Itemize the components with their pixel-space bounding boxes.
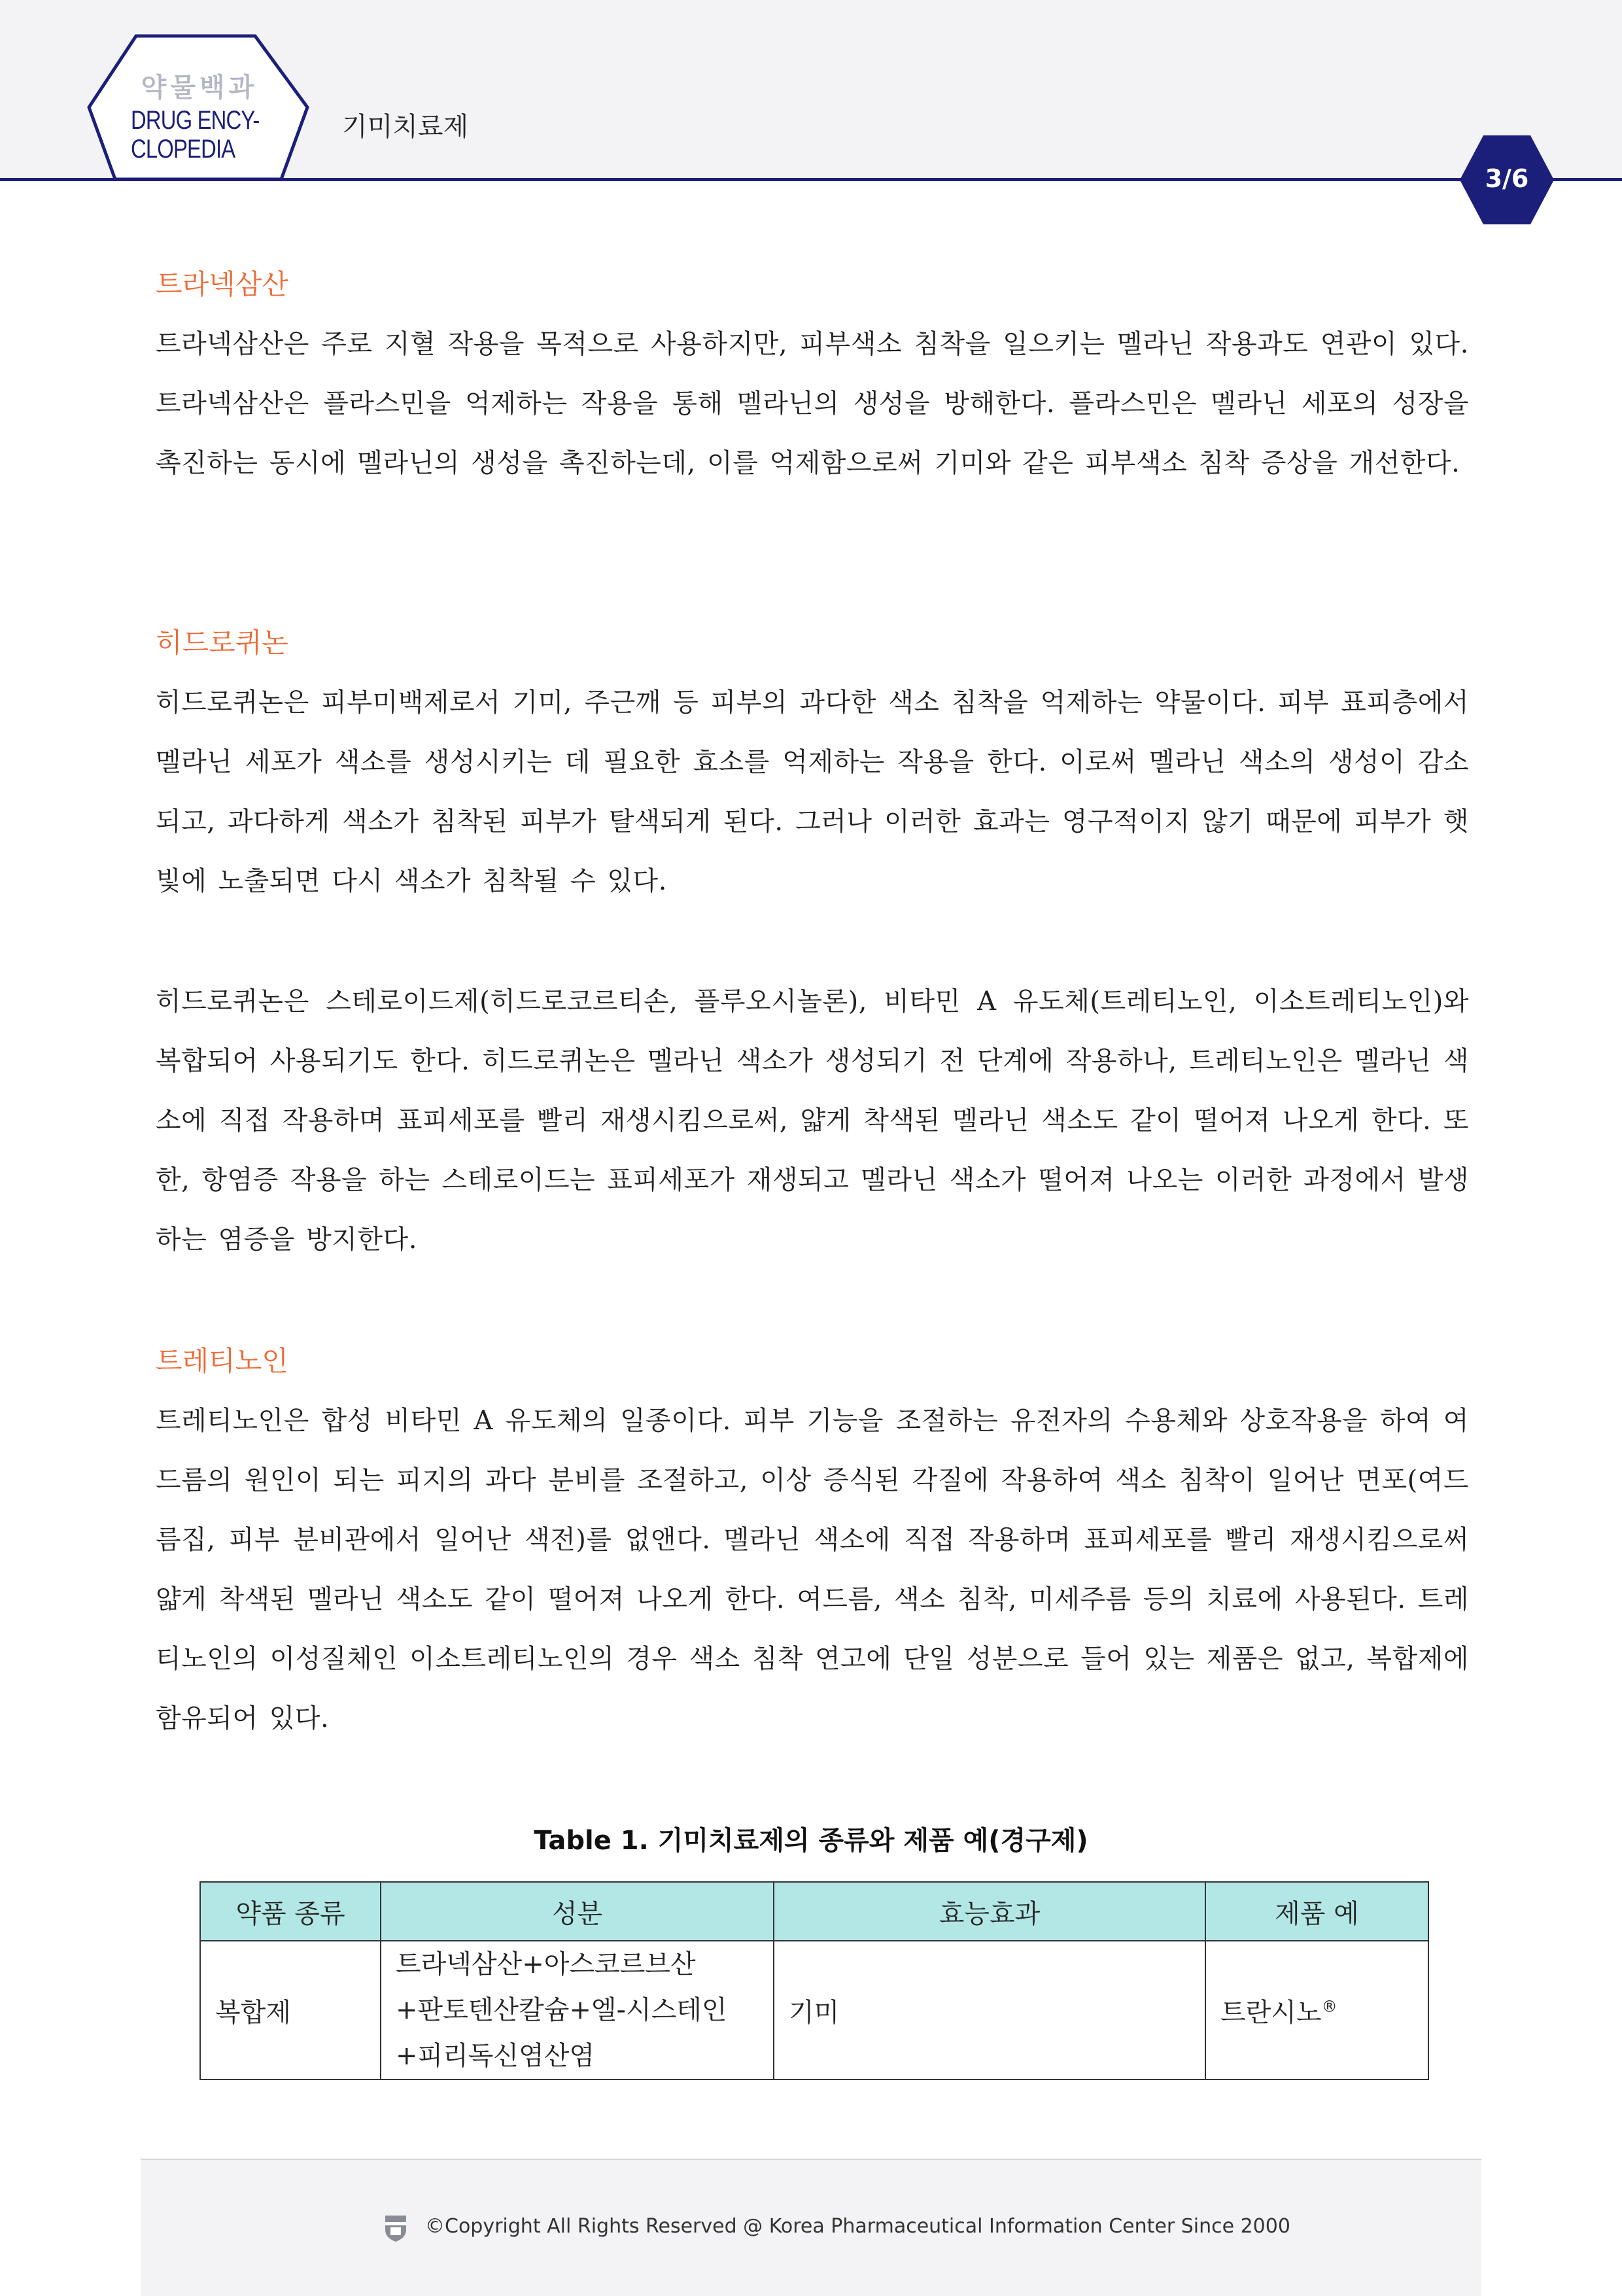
section-heading-tretinoin: 트레티노인 <box>156 1345 288 1377</box>
paragraph-hydroquinone-1: 히드로퀴논은 피부미백제로서 기미, 주근깨 등 피부의 과다한 색소 침착을 억제하는 약물이다. 피부 표피층에서 멜라닌 세포가 색소를 생성시키는 데 필요한 효소를 억제하는 작용을 한다. 이로써 멜라닌 색소의 생성이 감소되고, 과다하게 색소가 침착된 피부가 탈색되게 된다. 그러나 이러한 효과는 영구적이지 않기 때문에 피부가 햇빛에 노출되면 다시 색소가 침착될 수 있다. <box>156 687 1469 896</box>
page-indicator <box>1458 134 1555 226</box>
cell-drug-type: 복합제 <box>200 1941 381 2079</box>
drug-encyclopedia-logo[interactable] <box>84 34 313 182</box>
section-heading-hydroquinone: 히드로퀴논 <box>156 627 288 659</box>
kpic-emblem-icon <box>383 2213 409 2243</box>
page-number: 3/6 <box>1485 164 1529 193</box>
cell-efficacy: 기미 <box>774 1941 1205 2079</box>
column-header-drug-type: 약품 종류 <box>200 1882 381 1941</box>
column-header-efficacy: 효능효과 <box>774 1882 1205 1941</box>
column-header-product-example: 제품 예 <box>1205 1882 1428 1941</box>
table-header-row <box>200 1882 1428 1941</box>
table-row <box>200 1941 1428 2079</box>
ingredient-line: +피리독신염산염 <box>396 2041 595 2071</box>
cell-product-example <box>1205 1941 1428 2079</box>
cell-ingredients <box>381 1941 774 2079</box>
section-heading-tranexamic-acid: 트라넥삼산 <box>156 268 288 300</box>
document-title: 기미치료제 <box>342 112 469 142</box>
paragraph-hydroquinone-2: 히드로퀴논은 스테로이드제(히드로코르티손, 플루오시놀론), 비타민 A 유도체(트레티노인, 이소트레티노인)와 복합되어 사용되기도 한다. 히드로퀴논은 멜라닌 색소가 생성되기 전 단계에 작용하나, 트레티노인은 멜라닌 색소에 직접 작용하며 표피세포를 빨리 재생시킴으로써, 얇게 착색된 멜라닌 색소도 같이 떨어져 나오게 한다. 또한, 항염증 작용을 하는 스테로이드는 표피세포가 재생되고 멜라닌 색소가 떨어져 나오는 이러한 과정에서 발생하는 염증을 방지한다. <box>156 986 1469 1255</box>
logo-english-text: DRUG ENCY- CLOPEDIA <box>131 106 260 164</box>
product-table <box>199 1881 1429 2080</box>
column-header-ingredients: 성분 <box>381 1882 774 1941</box>
paragraph-tranexamic-acid: 트라넥삼산은 주로 지혈 작용을 목적으로 사용하지만, 피부색소 침착을 일으키는 멜라닌 작용과도 연관이 있다. 트라넥삼산은 플라스민을 억제하는 작용을 통해 멜라닌의 생성을 방해한다. 플라스민은 멜라닌 세포의 성장을 촉진하는 동시에 멜라닌의 생성을 촉진하는데, 이를 억제함으로써 기미와 같은 피부색소 침착 증상을 개선한다. <box>156 329 1469 478</box>
table-caption: Table 1. 기미치료제의 종류와 제품 예(경구제) <box>534 1826 1088 1856</box>
logo-korean-text: 약물백과 <box>141 73 258 103</box>
paragraph-tretinoin: 트레티노인은 합성 비타민 A 유도체의 일종이다. 피부 기능을 조절하는 유전자의 수용체와 상호작용을 하여 여드름의 원인이 되는 피지의 과다 분비를 조절하고, 이상 증식된 각질에 작용하여 색소 침착이 일어난 면포(여드름집, 피부 분비관에서 일어난 색전)를 없앤다. 멜라닌 색소에 직접 작용하며 표피세포를 빨리 재생시킴으로써 얇게 착색된 멜라닌 색소도 같이 떨어져 나오게 한다. 여드름, 색소 침착, 미세주름 등의 치료에 사용된다. 트레티노인의 이성질체인 이소트레티노인의 경우 색소 침착 연고에 단일 성분으로 들어 있는 제품은 없고, 복합제에 함유되어 있다. <box>156 1406 1469 1733</box>
ingredient-line: 트라넥삼산+아스코르브산 <box>396 1949 696 1979</box>
ingredient-line: +판토텐산칼슘+엘-시스테인 <box>396 1995 727 2025</box>
registered-mark: ® <box>1321 1997 1337 2016</box>
copyright-text: ©Copyright All Rights Reserved @ Korea Pharmaceutical Information Center Since 2000 <box>425 2215 1290 2238</box>
product-name: 트란시노 <box>1220 1997 1322 2028</box>
